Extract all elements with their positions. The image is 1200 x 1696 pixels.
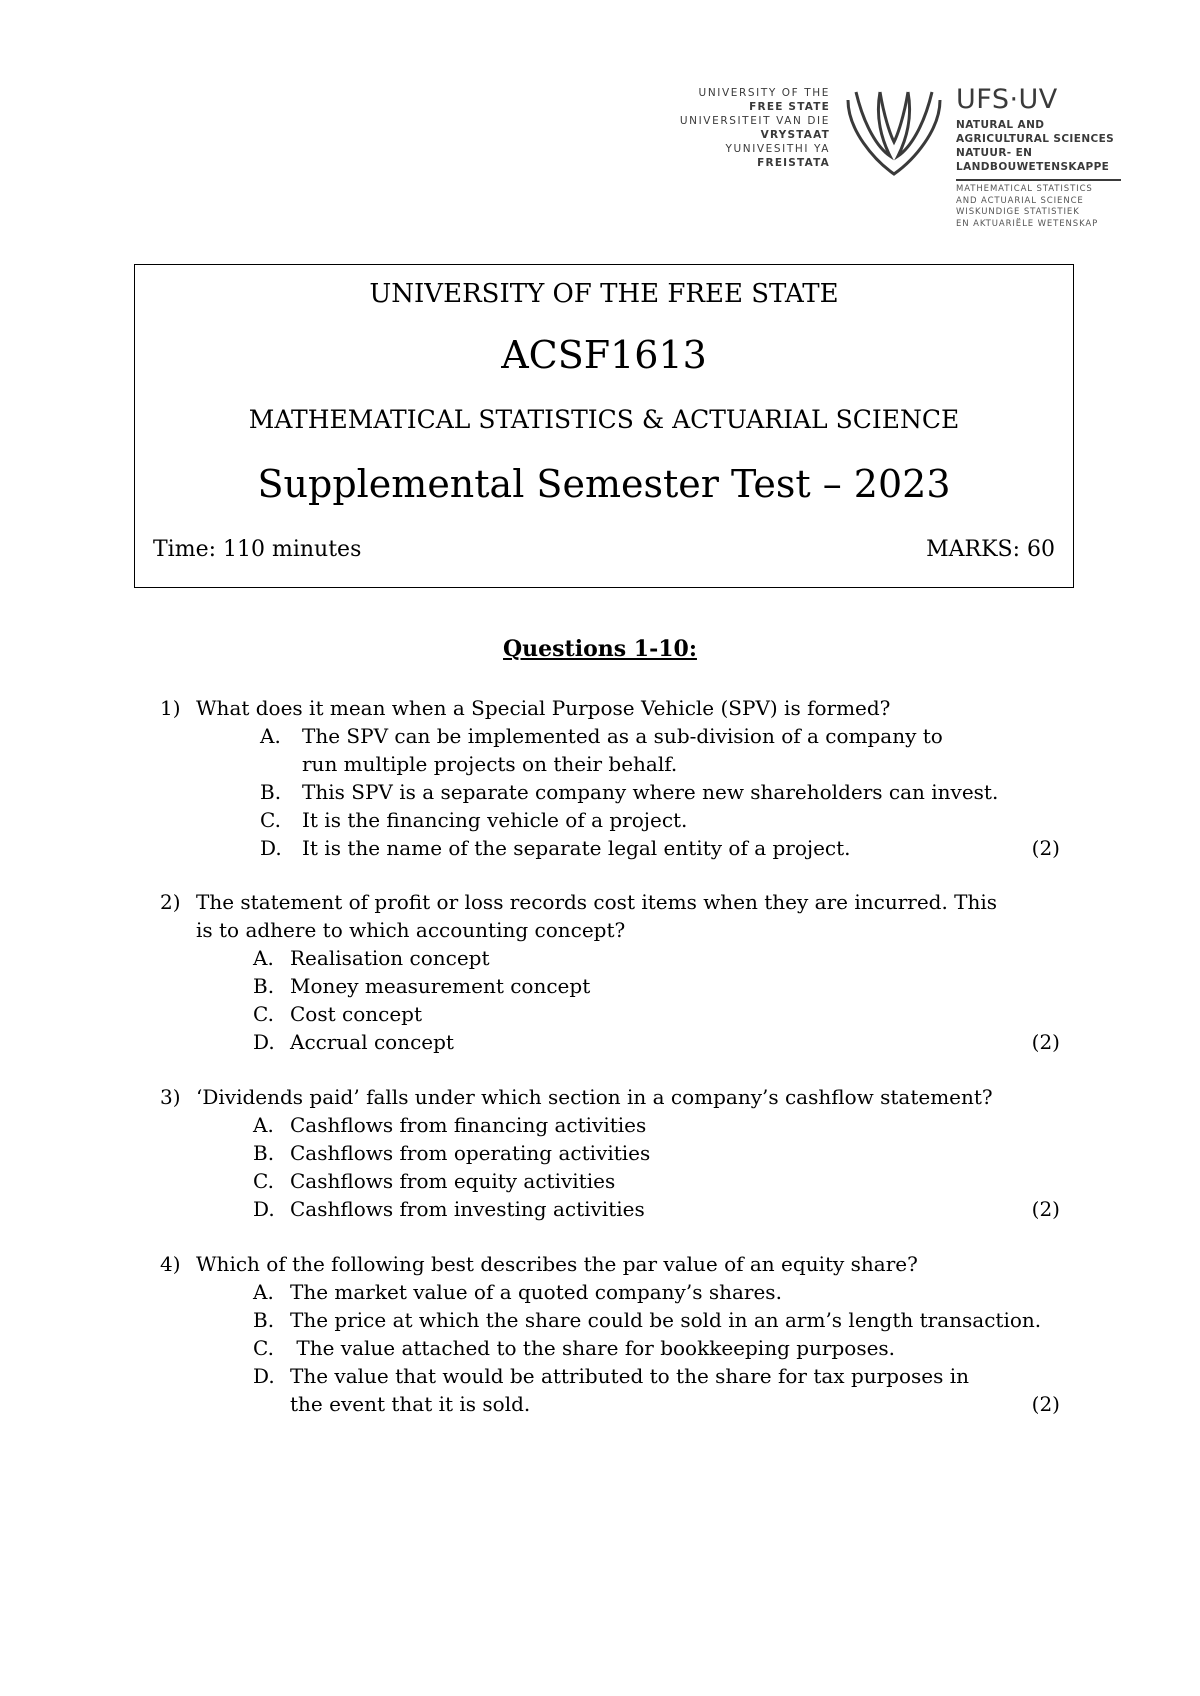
uni-name-line: UNIVERSITEIT VAN DIE <box>679 115 830 127</box>
option-letter: C. <box>260 808 281 832</box>
option-a <box>160 1111 1060 1139</box>
brand-name: UFS·UV <box>956 84 1058 115</box>
question-text: What does it mean when a Special Purpose Vehicle (SPV) is formed? <box>196 696 891 720</box>
question-3 <box>160 1083 1060 1223</box>
option-text: The value attached to the share for bookkeeping purposes. <box>290 1336 896 1360</box>
option-letter: C. <box>253 1336 274 1360</box>
option-letter: C. <box>253 1002 274 1026</box>
option-c <box>160 1000 1060 1028</box>
divider <box>956 179 1121 181</box>
option-b <box>160 1139 1060 1167</box>
option-letter: D. <box>253 1030 275 1054</box>
faculty-name <box>956 118 1131 174</box>
option-d <box>160 1195 1060 1223</box>
option-text: The value that would be attributed to the share for tax purposes in the event that it is sold. <box>290 1364 970 1416</box>
option-letter: A. <box>253 946 274 970</box>
dept-line: AND ACTUARIAL SCIENCE <box>956 195 1084 206</box>
question-number: 4) <box>160 1252 181 1276</box>
department-name <box>956 184 1131 230</box>
option-text: Cashflows from investing activities <box>290 1197 645 1221</box>
uni-name-line: FREISTATA <box>757 157 830 169</box>
option-letter: D. <box>253 1364 275 1388</box>
question-marks: (2) <box>1031 836 1060 860</box>
uni-name-line: VRYSTAAT <box>760 129 830 141</box>
time-allowed: Time: 110 minutes <box>153 537 362 562</box>
option-text: Accrual concept <box>290 1030 454 1054</box>
dept-line: EN AKTUARIËLE WETENSKAP <box>956 218 1099 229</box>
question-text: The statement of profit or loss records cost items when they are incurred. This is to adhere to which accounting concept? <box>196 890 998 942</box>
brand-block <box>956 86 1131 230</box>
option-text: This SPV is a separate company where new shareholders can invest. <box>302 780 999 804</box>
faculty-line: AGRICULTURAL SCIENCES <box>956 133 1115 145</box>
question-marks: (2) <box>1031 1392 1060 1416</box>
uni-name-line: FREE STATE <box>749 101 830 113</box>
university-title: UNIVERSITY OF THE FREE STATE <box>369 279 839 309</box>
question-4 <box>160 1250 1060 1418</box>
option-b <box>160 972 1060 1000</box>
uni-name-line: YUNIVESITHI YA <box>725 143 830 155</box>
faculty-line: NATUUR- EN <box>956 147 1033 159</box>
option-letter: D. <box>253 1197 275 1221</box>
option-text: Realisation concept <box>290 946 490 970</box>
ufs-emblem-icon <box>840 86 948 178</box>
question-number: 1) <box>160 696 181 720</box>
question-1 <box>160 694 1060 862</box>
option-text: Cashflows from operating activities <box>290 1141 651 1165</box>
option-text: The price at which the share could be sold in an arm’s length transaction. <box>290 1308 1042 1332</box>
option-d <box>160 834 1060 862</box>
question-number: 3) <box>160 1085 181 1109</box>
option-c <box>160 1334 1060 1362</box>
faculty-line: NATURAL AND <box>956 119 1045 131</box>
option-letter: A. <box>260 724 281 748</box>
option-letter: B. <box>253 1308 275 1332</box>
question-text: Which of the following best describes the par value of an equity share? <box>196 1252 918 1276</box>
uni-name-line: UNIVERSITY OF THE <box>698 87 830 99</box>
option-b <box>160 778 1060 806</box>
option-letter: A. <box>253 1280 274 1304</box>
option-text: Cashflows from equity activities <box>290 1169 616 1193</box>
section-heading: Questions 1-10: <box>503 636 697 662</box>
option-text: The market value of a quoted company’s shares. <box>290 1280 782 1304</box>
options-list <box>160 722 1060 862</box>
option-a <box>160 722 1060 778</box>
option-d <box>160 1028 1060 1056</box>
option-letter: A. <box>253 1113 274 1137</box>
options-list <box>160 944 1060 1056</box>
dept-line: MATHEMATICAL STATISTICS <box>956 184 1093 194</box>
option-text: The SPV can be implemented as a sub-division of a company to run multiple projects on their behalf. <box>302 724 943 776</box>
option-c <box>160 806 1060 834</box>
question-marks: (2) <box>1031 1197 1060 1221</box>
title-box <box>134 264 1074 588</box>
option-text: Cashflows from financing activities <box>290 1113 647 1137</box>
option-text: Cost concept <box>290 1002 423 1026</box>
option-a <box>160 944 1060 972</box>
option-letter: C. <box>253 1169 274 1193</box>
department-title: MATHEMATICAL STATISTICS & ACTUARIAL SCIENCE <box>248 405 960 434</box>
question-number: 2) <box>160 890 181 914</box>
option-b <box>160 1306 1060 1334</box>
university-names <box>650 86 830 170</box>
option-c <box>160 1167 1060 1195</box>
ufs-logo <box>650 86 1120 236</box>
options-list <box>160 1111 1060 1223</box>
test-title: Supplemental Semester Test – 2023 <box>257 462 951 506</box>
faculty-line: LANDBOUWETENSKAPPE <box>956 161 1110 173</box>
total-marks: MARKS: 60 <box>926 537 1055 562</box>
course-code: ACSF1613 <box>501 333 707 377</box>
option-text: It is the name of the separate legal entity of a project. <box>302 836 851 860</box>
dept-line: WISKUNDIGE STATISTIEK <box>956 207 1080 217</box>
option-letter: B. <box>253 974 275 998</box>
option-letter: B. <box>260 780 282 804</box>
question-marks: (2) <box>1031 1030 1060 1054</box>
option-text: Money measurement concept <box>290 974 591 998</box>
options-list <box>160 1278 1060 1418</box>
option-text: It is the financing vehicle of a project. <box>302 808 688 832</box>
option-letter: D. <box>260 836 282 860</box>
option-a <box>160 1278 1060 1306</box>
option-letter: B. <box>253 1141 275 1165</box>
question-2 <box>160 888 1060 1056</box>
option-d <box>160 1362 1060 1418</box>
question-text: ‘Dividends paid’ falls under which section in a company’s cashflow statement? <box>196 1085 993 1109</box>
